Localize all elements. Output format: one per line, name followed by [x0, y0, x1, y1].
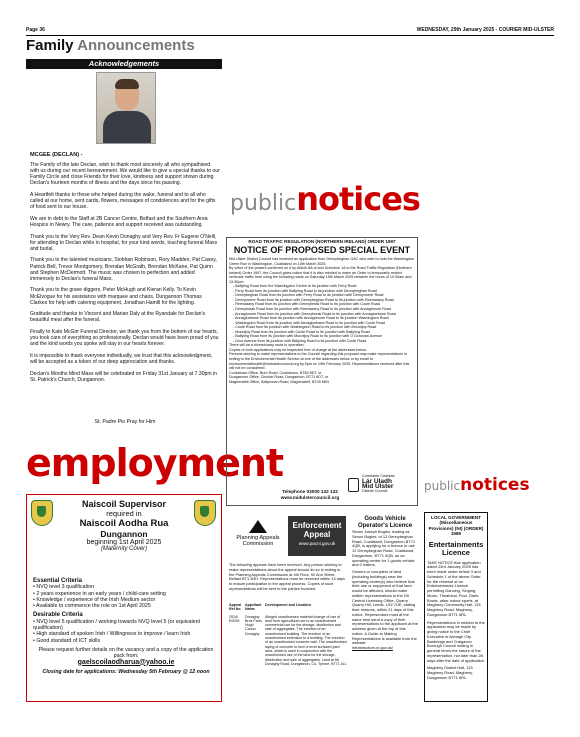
vacancy-start: beginning 1st April 2025 — [86, 539, 162, 546]
desirable-item: • High standard of spoken Irish / Willingness to improve / learn Irish — [33, 631, 191, 638]
road-item: - Mountjoy Road from its junction with Coole Road to its junction with Ballyling Road — [233, 329, 370, 334]
table-row — [229, 615, 347, 667]
desirable-heading: Desirable Criteria — [33, 612, 83, 619]
goods-text-2: Owners or occupiers of land (including buildings) near the operating centre(s) who believe that their use or enjoyment of that land would be affected, should make written representations to the DfI Central Licensing Office, Quarry Quarry Hill, Leeds, LS2 7UE, stating their reasons, within 21 days of this notice. Representors must at the same time send a copy of their representations to the applicant at the address given at the top of this notice. A Guide to Making Representations is available from the website: — [352, 569, 418, 646]
page-header — [26, 27, 554, 35]
public-notices-logo — [230, 180, 420, 220]
road-traffic-outro: Copies of both applications may be inspected free of charge at the addresses below. — [229, 347, 367, 352]
table-cell: Alleged unauthorised material change of use of land from agricultural use to an unauthorised commercial use for the storage, distribution and sale of aggregates. The erection of an unauthorised building. The erection of an unauthorised extension to a building. The erection of an unauthorised concrete wall. The unauthorised laying of concrete to form a level surfaced yard area, which is used in conjunction with the unauthorised use of the land for the storage, distribution and sale of aggregates. Land at 66 Donaghy Road, Dungannon, Co. Tyrone, BT71 4LL — [265, 614, 347, 666]
public-notices-not: notices — [296, 180, 420, 218]
vacancy-role: Naiscoil Supervisor — [81, 499, 167, 509]
portrait-photo — [96, 72, 156, 144]
road-traffic-title: NOTICE OF PROPOSED SPECIAL EVENT — [233, 245, 411, 255]
road-item: - Ballyling Road from its junction with Mountjoy Road to its junction with O Donovan Avenue — [233, 334, 383, 339]
logo-line: Mid Ulster — [362, 483, 394, 490]
table-header — [229, 603, 347, 612]
vacancy-title — [40, 499, 208, 552]
road-item: - Dennybeghan Road from its junction with Ferry Road to its junction with Dennynorrer Road — [233, 293, 384, 298]
ack-paragraph: Gratitude and thanks to Vincent and Marian Daly at the Ryandale for Declan's beautiful meal after the funeral. — [30, 311, 206, 324]
logo-line: District Council — [362, 489, 388, 493]
road-item: - Reenadany Road from its junction with Dennybreak Road to its junction with Coole Road — [233, 302, 380, 307]
section-title — [26, 37, 195, 54]
desirable-item: • Good standard of ICT skills — [33, 637, 101, 644]
acknowledgements-bar: Acknowledgements — [26, 59, 222, 69]
desirable-item: • NVQ level 5 qualification / working towards NVQ level 5 (or equivalent qualification) — [33, 618, 201, 632]
road-traffic-address: Dungannon Office, Circular Road, Dungannon, BT71 6DT, or — [229, 375, 329, 380]
logo-line: Lár Uladh — [362, 478, 392, 485]
goods-vehicle-notice — [352, 516, 418, 651]
vacancy-required: required in — [106, 509, 142, 518]
vacancy-email-link[interactable]: gaelscoilaodharua@yahoo.ie — [77, 658, 175, 666]
logo-line: Comhairle Ceantair — [362, 474, 395, 478]
ack-body — [30, 162, 220, 388]
licence-title: Entertainments Licence — [428, 539, 484, 557]
planning-logo-text: Planning Appeals Commission — [236, 535, 280, 547]
ack-paragraph: The Family of the late Declan, wish to thank most sincerely all who sympathised with us during our recent bereavement. We would like to give a special thanks to our Family Circle and close Friends for their love, kindness and support shown during Declan's fourteen months of illness and the days since his passing. — [30, 162, 220, 187]
vacancy-note: Please request further details on the vacancy and a copy of the application pack from: — [38, 646, 214, 660]
ea-title-1: Enforcement — [292, 521, 342, 530]
goods-text: Simon Joseph Bogles, trading as Simon Bogles, of 12 Dennybeghan Road, Coalisland, Dungannon BT71 4QB, is applying for a licence to use 12 Dennybeghan Road, Coalisland, Dungannon, BT71 4QB, as an operating centre for 1 goods vehicle and 0 trailers. — [352, 529, 416, 568]
enforcement-appeal-box — [288, 516, 346, 556]
road-traffic-outro: Persons wishing to make representations to the Council regarding this proposal may make representations in writing to the Environmental Health Service at one of the addresses below or by email to environmentalhealth@midulstercouncil.org by 5pm on 19th February 2025. Representations received after this will not be considered. — [229, 352, 410, 371]
col-header: Appeal Ref No — [229, 603, 241, 612]
road-traffic-header: ROAD TRAFFIC REGULATION (NORTHERN IRELAND) ORDER 1997 — [248, 239, 396, 244]
licence-text: TAKE NOTICE that application dated 23rd January 2025 has been made under Article 3 and Schedule 1 of the above Order for the renewal of an Entertainments Licence permitting Dancing, Singing, Music, Theatrical, Pool, Darts, Bowls, other indoor sports, at Magheny Community Hall, 115 Magheny Road, Magheny, Dungannon BT71 6RL. — [427, 559, 481, 617]
ack-paragraph: Declan's Months Mind Mass will be celebrated on Friday 31st January at 7.30pm in St. Patrick's Church, Dungannon. — [30, 370, 217, 383]
road-item: - Coole Road from its junction with Washingdon Road to its junction with Mountjoy Road — [233, 325, 377, 330]
road-traffic-phone: Telephone 03000 132 132 — [282, 489, 338, 494]
ack-paragraph: Finally to Kate McGirr Funeral Director, we thank you from the bottom of our hearts, you took care of everything so professionally. Declan would have been proud of you and the kind words you spoke will stay in our hearts forever. — [30, 329, 219, 348]
road-item: - Washingdon Road from its junction with Annagluebane Road to its junction with Coole Road — [233, 320, 385, 325]
table-cell: Donaghy Bros Farm Hugh Canon Donaghy — [245, 614, 262, 636]
essential-item: • Available to commence the role on 1st April 2025 — [33, 603, 151, 610]
goods-title: Goods Vehicle Operator's Licence — [357, 516, 413, 529]
licence-text-3: Magheny District Hall, 115 Magheny Road, Magheny, Dungannon BT71 6RL. — [427, 665, 473, 680]
ea-title-2: Appeal — [303, 530, 331, 539]
road-traffic-address: Cookstown Office, Burn Road, Cookstown, BT80 8DT, or — [229, 370, 322, 375]
header-rule — [26, 35, 554, 36]
ack-paragraph: We are in debt to the Staff at 2B Cancer Centre, Belfast and the Southern Area Hospice in Newry. The care, patience and support received was outstanding. — [30, 215, 208, 229]
vacancy-closing: Closing date for applications: Wednesday 5th February @ 12 noon — [42, 668, 210, 675]
road-traffic-address: Magherafelt Office, Ballyronan Road, Magherafelt, BT45 6EN — [229, 379, 329, 384]
planning-appeals-logo — [230, 520, 286, 550]
road-traffic-text — [229, 257, 415, 384]
ack-paragraph: Thank you to the grave diggers, Peter McHugh and Kieran Kelly. To Kevin McElvogue for his assistance with marquee and chairs. Dungannon Thomas Clarkes for help with catering equipment, Jonathan Hamill for the lighting. — [30, 287, 202, 306]
road-traffic-web-link[interactable]: www.midulstercouncil.org — [280, 495, 340, 500]
ack-paragraph: Thank you to the Very Rev. Dean Kevin Donaghy and Very Rev. Fr Eugene O'Neill, for attending to Declan while in hospital, for your kind words, touching funeral Mass and burial. — [30, 233, 218, 252]
col-header: Development and Location — [265, 603, 311, 607]
ack-signature: St. Padre Pio Pray for Him — [94, 419, 156, 425]
ack-paragraph: It is impossible to thank everyone individually, we trust that this acknowledgment, will be accepted as a token of our deep appreciation and thanks. — [30, 352, 213, 366]
criteria — [33, 578, 219, 675]
essential-heading: Essential Criteria — [33, 578, 83, 584]
essential-item: • Knowledge / experience of the Irish Medium sector — [33, 596, 156, 603]
page-number: Page 36 — [26, 27, 45, 33]
road-item: - Dennybreak Road from its junction with Reenadany Road to its junction with Annaghmore Road — [233, 307, 392, 312]
road-item: - Dour Avenue from its junction with Ballyling Road to its junction with Coole Road — [233, 338, 367, 343]
triangle-icon — [249, 520, 267, 533]
road-item: - Ballyling Road from the Washingdon Centre to its junction with Ferry Road — [233, 284, 357, 289]
ack-name: MCGEE (DECLAN) - — [30, 152, 83, 158]
ack-paragraph: A Heartfelt thanks to those who helped during the wake, funeral and to all who called at our home, sent cards, flowers, messages of condolences and for the gifts of food sent to our house. — [30, 192, 216, 211]
vacancy-school: Naiscoil Aodha Rua — [79, 518, 169, 529]
ack-paragraph: Thank you to the talented musicians, Siobhan Robinson, Rory Madden, Pat Casey, Patrick Bell, Trevor Montgomery, Brendan McGrath, Brendan McKane, Pat Quinn and Stephen McDermott. The music was chosen to perfection and added immensely to Declan's funeral Mass. — [30, 257, 217, 282]
paper-date: WEDNESDAY, 29th January 2025 - COURIER MID-ULSTER — [416, 27, 554, 33]
employment-heading: employment — [26, 441, 284, 485]
council-crest-icon — [348, 478, 359, 492]
road-item: - Ferry Road from its junction with Ballyling Road to its junction with Dennybeghan Road — [233, 288, 377, 293]
road-traffic-intro: Mid Ulster District Council has received an application from Dennybeghan GAC who wish to hold the Washingdon Green Run in Washingdon, Coalisland on 15th March 2025. — [229, 257, 415, 266]
public-notices-pub: public — [424, 479, 461, 493]
goods-link[interactable]: infrastructure-ni.gov.uk/ — [352, 645, 393, 650]
mid-ulster-logo — [348, 474, 408, 504]
section-title-a: Family — [26, 37, 74, 54]
public-notices-logo-small — [424, 475, 530, 495]
licence-notice — [427, 515, 485, 681]
road-item: - Dennynorrer Road from its junction with Dennybeghan Road to its junction with Reenadany Road — [233, 297, 394, 302]
licence-text-2: Representations in relation to the application may be made by giving notice to the Chief Executive of Armagh City Banbridge and Craigavon Borough Council stating in general terms the nature of the representation, not later than 28 days after the date of application. — [427, 619, 486, 663]
essential-item: • 2 years experience in an early years / child-care setting — [33, 590, 166, 597]
vacancy-cover: (Maternity Cover) — [100, 546, 148, 552]
section-title-b: Announcements — [77, 37, 195, 54]
appeal-table — [229, 603, 347, 666]
table-cell: 2024/ E0039 — [229, 614, 240, 623]
road-traffic-outro: There will be a diversionary route in operation. — [229, 343, 305, 348]
essential-item: • NVQ level 3 qualification — [33, 584, 95, 591]
road-item: - Annaghmore Road from its junction with Dennybreak Road to its junction with Annagluebane Road — [233, 311, 396, 316]
road-item: - Annagluebane Road from its junction with Annaghmore Road to its junction Washingdon Road — [233, 316, 389, 321]
planning-text: The following appeals have been received. Any person wishing to make representations about the appeal should do so in writing to the Planning Appeals Commission at 4th Floor, 92 Ann Street, Belfast BT1 3HH. Representations must be received within 14 days to ensure participation in the appeal process. Copies of such representations will be sent to the parties involved. — [229, 562, 345, 591]
road-traffic-intro2: By virtue of the powers conferred on it by Article 8A of and Schedule 1A to the Road Traffic Regulation (Northern Ireland) Order 1997, the Council gives notice that it is also minded to make an Order to temporarily restrict vehicular traffic from using the following roads on Saturday 15th March 2025 between the hours of 10:30am and 13:30pm: — [229, 266, 412, 284]
vacancy-town: Dungannon — [100, 529, 148, 539]
licence-heading: LOCAL GOVERNMENT (Miscellaneous Provisions) (NI) (ORDER) 1985 — [428, 515, 484, 537]
col-header: Appellant Name — [245, 603, 262, 612]
ea-web-link[interactable]: www.pacni.gov.uk — [298, 541, 336, 546]
public-notices-pub: public — [230, 191, 297, 216]
public-notices-not: notices — [460, 475, 530, 495]
